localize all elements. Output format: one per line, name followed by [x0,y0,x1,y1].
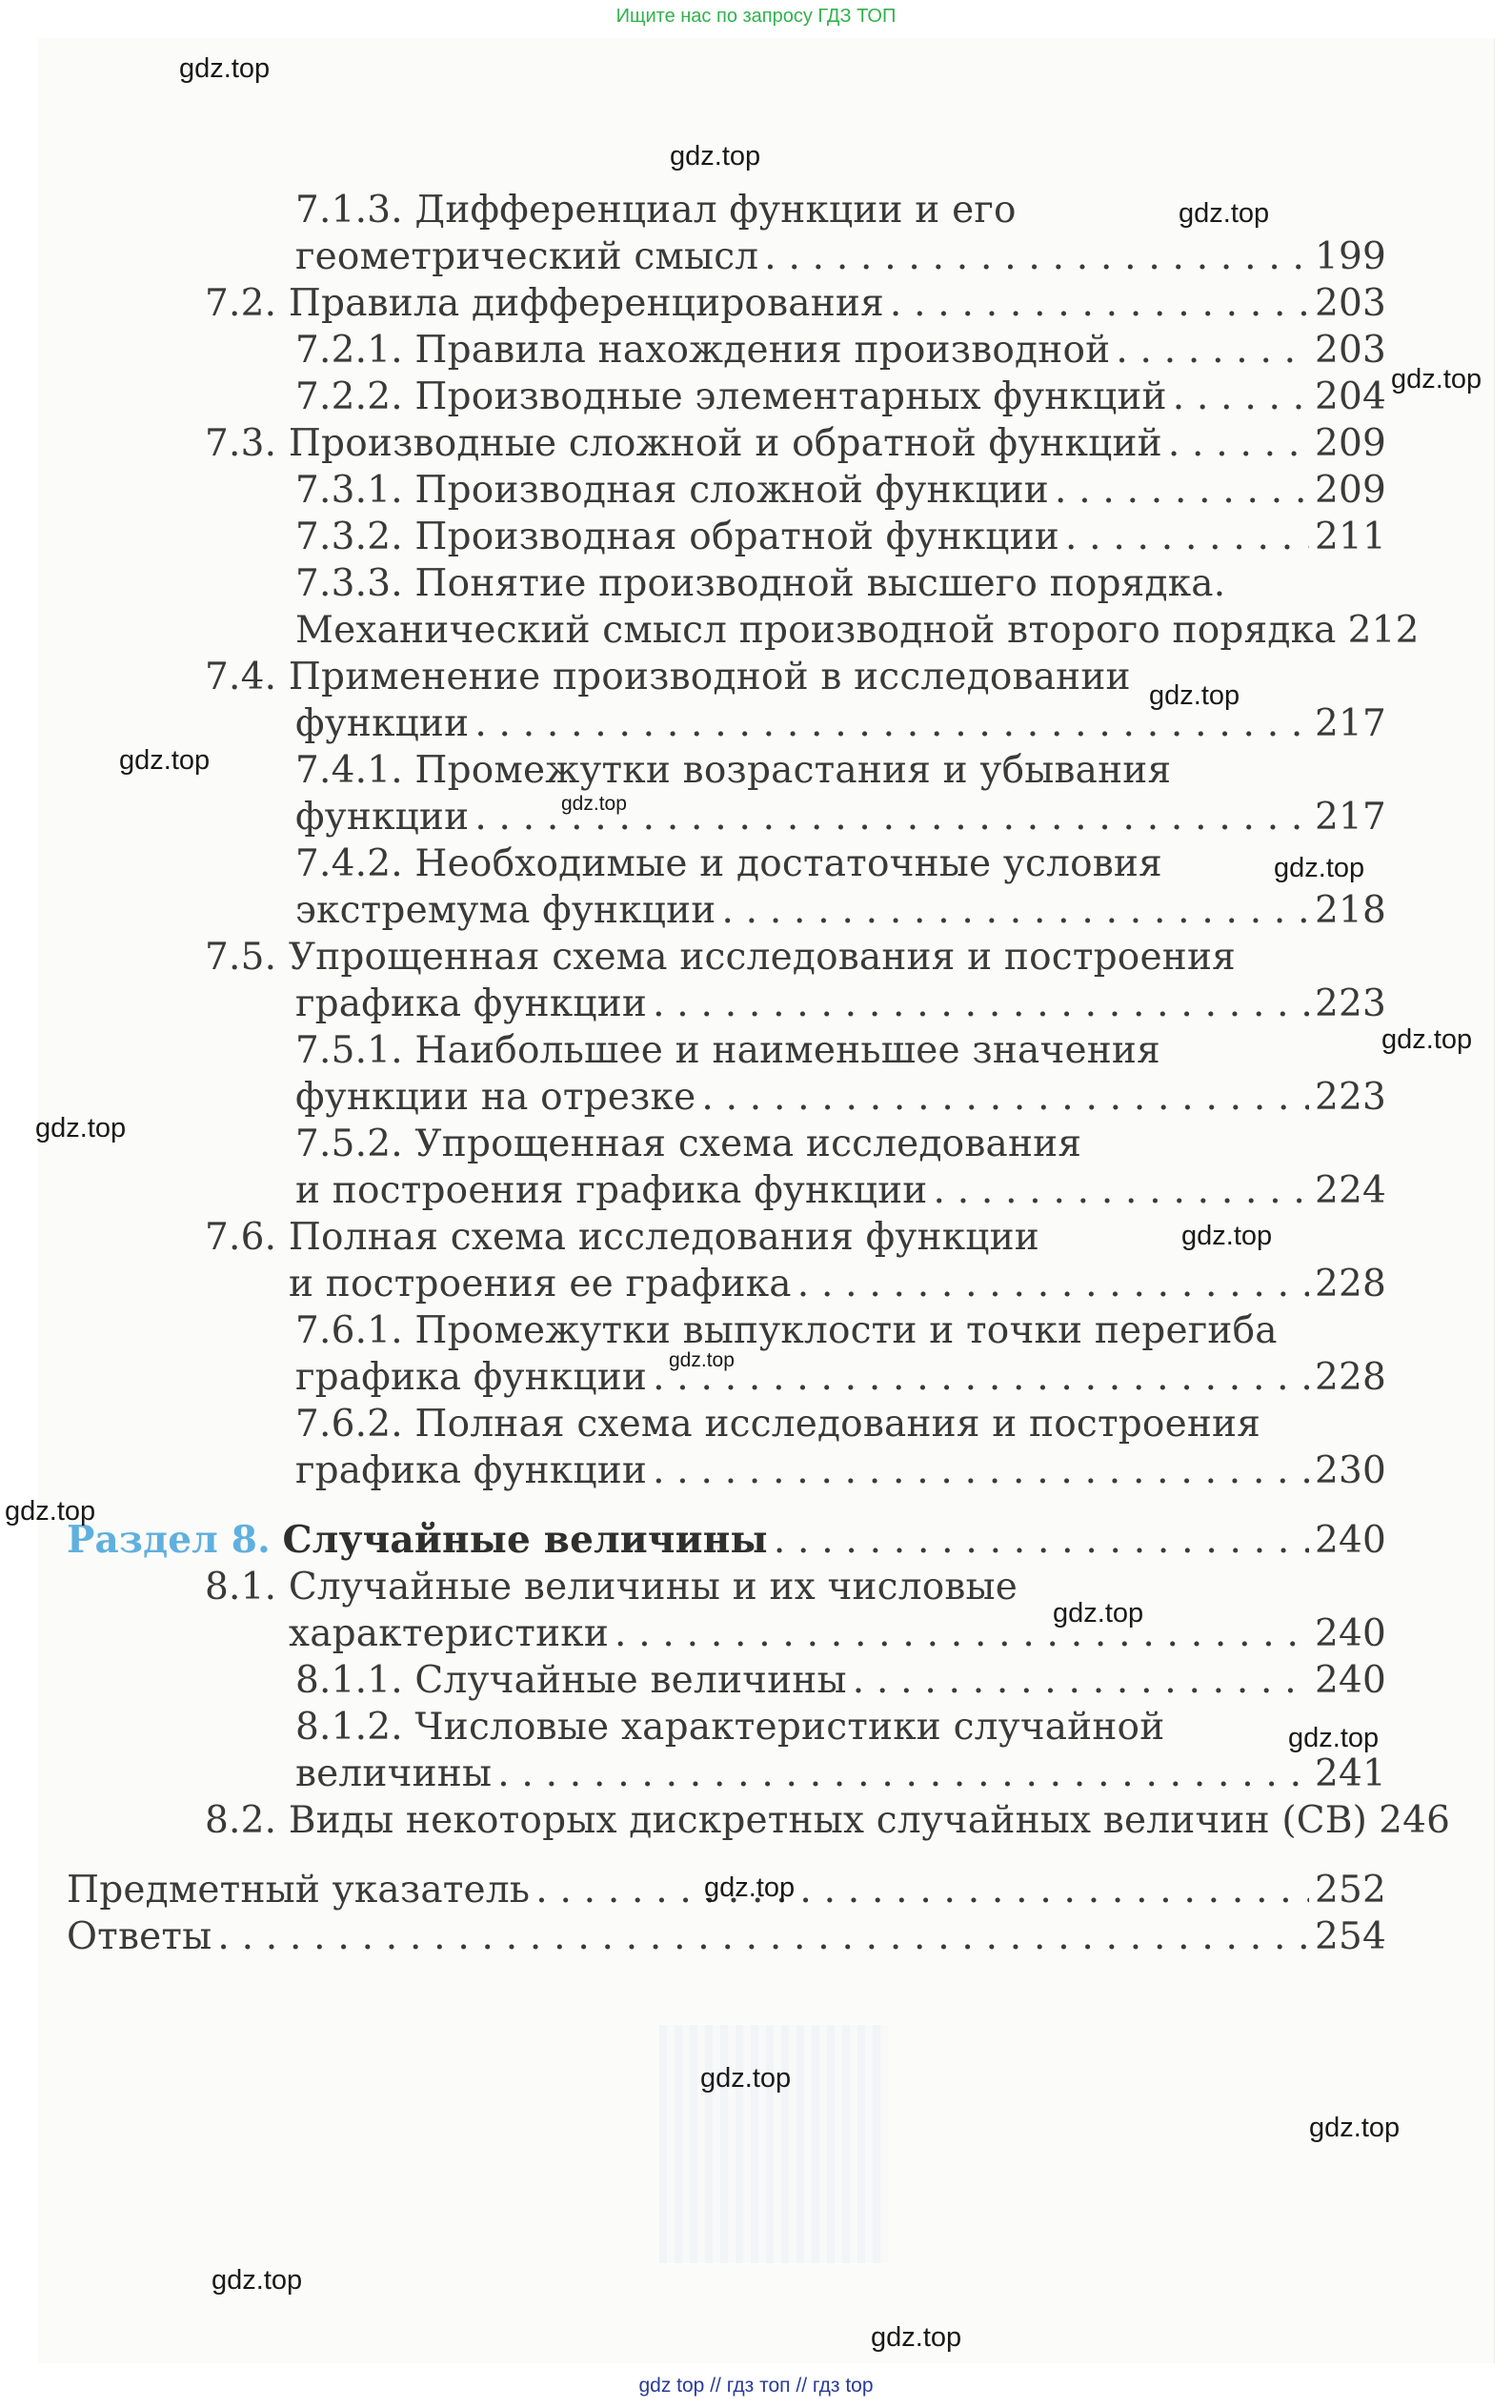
toc-entry-text: 8.1.2. Числовые характеристики случайной [295,1706,1165,1749]
watermark: gdz.top [1381,1024,1473,1055]
toc-entry-text: Предметный указатель [67,1869,531,1912]
toc-entry-text: Ответы [67,1915,212,1958]
toc-entry-7-3-1 [67,467,1386,514]
toc-entry-text: графика функции [295,1356,648,1399]
toc-page-number: 240 [1314,1659,1386,1702]
watermark: gdz.top [1179,198,1270,229]
watermark: gdz.top [179,53,271,84]
toc-entry-text: 8.2. Виды некоторых дискретных случайных величин (СВ) [205,1799,1368,1842]
leader-dots [497,1750,1309,1797]
leader-dots [853,1657,1309,1704]
toc-page-number: 209 [1314,422,1386,465]
toc-entry-8-1-1 [67,1657,1386,1704]
toc-entry-text: 7.3.2. Производная обратной функции [295,516,1059,558]
toc-entry-answers [67,1913,1386,1960]
toc-page-number: 203 [1314,329,1386,372]
toc-entry-7-2 [67,280,1386,327]
toc-page-number: 252 [1314,1869,1386,1912]
leader-dots [1168,420,1309,467]
watermark: gdz.top [1181,1221,1273,1251]
watermark: gdz.top [704,1872,796,1903]
watermark: gdz.top [669,1349,735,1371]
leader-dots [653,1354,1309,1401]
leader-dots [1065,514,1309,560]
leader-dots [615,1610,1309,1657]
watermark: gdz.top [1053,1598,1144,1629]
leader-dots [764,233,1309,280]
toc-entry-text: экстремума функции [295,889,716,932]
leader-dots [890,280,1309,327]
leader-dots [701,1074,1309,1121]
toc-page-number: 228 [1314,1356,1386,1399]
toc-page-number: 241 [1314,1752,1386,1795]
toc-entry-text: 7.4.1. Промежутки возрастания и убывания [295,749,1172,792]
toc-entry-text: характеристики [289,1612,610,1655]
toc-page-number: 224 [1314,1169,1386,1212]
watermark: gdz.top [561,793,627,815]
toc-entry-text: 8.1.1. Случайные величины [295,1659,847,1702]
toc-entry-text: 7.5.2. Упрощенная схема исследования [295,1123,1082,1165]
toc-page-number: 230 [1314,1449,1386,1492]
toc-entry-7-2-2 [67,374,1386,420]
toc-entry-7-5-1 [67,1027,1386,1121]
toc-page-number: 203 [1314,282,1386,325]
watermark: gdz.top [119,745,211,776]
toc-page-number: 211 [1314,516,1386,558]
watermark: gdz.top [1274,853,1365,883]
toc-entry-text: функции [295,702,470,745]
bottom-banner[interactable]: gdz top // гдз топ // гдз top [638,2375,874,2397]
watermark: gdz.top [1149,680,1240,711]
toc-page-number: 246 [1379,1799,1451,1842]
toc-page-number: 199 [1314,235,1386,278]
leader-dots [774,1517,1309,1564]
toc-entry-7-4-2 [67,840,1386,934]
toc-entry-text: и построения ее графика [289,1263,792,1305]
watermark: gdz.top [1288,1723,1380,1753]
toc-entry-8-2 [67,1797,1451,1844]
watermark: gdz.top [871,2322,962,2353]
toc-entry-7-3-2 [67,514,1386,560]
toc-entry-text: 7.5. Упрощенная схема исследования и построения [205,936,1236,979]
toc-page-number: 254 [1314,1915,1386,1958]
top-banner[interactable]: Ищите нас по запросу ГДЗ ТОП [615,6,897,27]
toc-entry-text: 7.4.2. Необходимые и достаточные условия [295,842,1162,885]
leader-dots [535,1867,1309,1913]
toc-entry-7-5 [67,934,1386,1027]
toc-entry-7-3-3 [67,560,1420,654]
toc-entry-text: 7.1.3. Дифференциал функции и его [295,189,1017,232]
toc-page-number: 223 [1314,982,1386,1025]
toc-entry-text: графика функции [295,982,648,1025]
toc-entry-8-1-2 [67,1704,1386,1797]
toc-entry-text: 7.2.2. Производные элементарных функций [295,375,1167,418]
leader-dots [934,1167,1309,1214]
leader-dots [1116,327,1309,374]
toc-entry-text: 7.6.1. Промежутки выпуклости и точки перегиба [295,1309,1278,1352]
section-label: Раздел 8. [67,1518,271,1562]
watermark: gdz.top [212,2265,303,2296]
toc-entry-text: функции [295,796,470,839]
toc-page-number: 217 [1314,702,1386,745]
toc-entry-7-2-1 [67,327,1386,374]
leader-dots [1173,374,1309,420]
toc-entry-text: величины [295,1752,493,1795]
toc-entry-7-4-1 [67,747,1386,840]
toc-entry-text: 7.3.3. Понятие производной высшего порядка. [295,562,1226,605]
toc-entry-text: 7.6. Полная схема исследования функции [205,1216,1039,1259]
toc-entry-text: 7.4. Применение производной в исследовании [205,656,1131,698]
leader-dots [653,1447,1309,1494]
toc-entry-text: 7.6.2. Полная схема исследования и построения [295,1403,1261,1446]
toc-entry-text: Механический смысл производной второго порядка [295,609,1337,652]
toc-entry-text: 7.3.1. Производная сложной функции [295,469,1049,512]
toc-entry-text: 7.2.1. Правила нахождения производной [295,329,1111,372]
leader-dots [721,887,1308,934]
watermark: gdz.top [5,1496,96,1527]
toc-entry-8-1 [67,1564,1386,1657]
leader-dots [217,1913,1309,1960]
toc-page-number: 209 [1314,469,1386,512]
leader-dots [797,1261,1309,1307]
faint-qr-code [659,2025,888,2263]
toc-entry-text: 7.3. Производные сложной и обратной функций [205,422,1162,465]
toc-page-number: 204 [1314,375,1386,418]
toc-page-number: 223 [1314,1076,1386,1119]
toc-entry-text: 7.2. Правила дифференцирования [205,282,884,325]
watermark: gdz.top [670,141,761,172]
toc-page-number: 212 [1347,609,1420,652]
toc-entry-text: геометрический смысл [295,235,759,278]
watermark: gdz.top [35,1113,127,1143]
section-title: Случайные величины [282,1518,768,1562]
toc-entry-7-6-2 [67,1401,1386,1494]
toc-page-number: 240 [1314,1612,1386,1655]
toc-entry-text: 8.1. Случайные величины и их числовые [205,1566,1018,1609]
toc-entry-text: графика функции [295,1449,648,1492]
section-heading [67,1517,768,1564]
toc-page-number: 228 [1314,1263,1386,1305]
toc-entry-7-5-2 [67,1121,1386,1214]
watermark: gdz.top [1391,364,1482,395]
toc-page-number: 217 [1314,796,1386,839]
watermark: gdz.top [700,2063,792,2094]
leader-dots [1055,467,1309,514]
toc-page-number: 240 [1314,1519,1386,1562]
toc-section-8 [67,1517,1386,1564]
watermark: gdz.top [1309,2113,1401,2143]
leader-dots [653,981,1309,1027]
toc-page-number: 218 [1314,889,1386,932]
toc-entry-7-3 [67,420,1386,467]
toc-entry-text: функции на отрезке [295,1076,696,1119]
toc-entry-text: 7.5.1. Наибольшее и наименьшее значения [295,1029,1160,1072]
toc-entry-text: и построения графика функции [295,1169,928,1212]
